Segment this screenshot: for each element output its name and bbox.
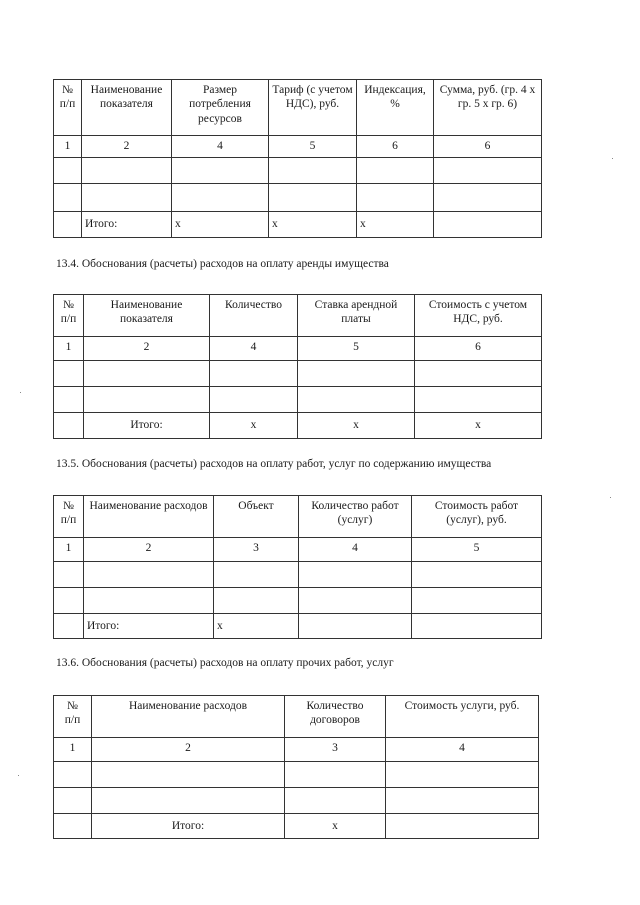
table-cell: [415, 387, 542, 413]
table-row: [54, 788, 539, 814]
column-number: 4: [210, 337, 298, 361]
table-cell: [84, 387, 210, 413]
column-header: Сумма, руб. (гр. 4 х гр. 5 х гр. 6): [434, 80, 542, 136]
scan-speck: [612, 158, 613, 159]
table-cell: [298, 387, 415, 413]
table-cell: [54, 762, 92, 788]
table-cell: [84, 588, 214, 614]
total-cell: x: [172, 212, 269, 238]
total-cell: [386, 814, 539, 839]
table-cell: [357, 184, 434, 212]
table-cell: [172, 184, 269, 212]
table-cell: [54, 184, 82, 212]
total-cell: x: [210, 413, 298, 439]
column-number: 4: [386, 738, 539, 762]
column-number: 5: [298, 337, 415, 361]
column-header: Стоимость с учетом НДС, руб.: [415, 295, 542, 337]
table-cell: [269, 184, 357, 212]
section-title-13-4: 13.4. Обоснования (расчеты) расходов на оплату аренды имущества: [56, 258, 389, 270]
table-cell: [412, 588, 542, 614]
table-cell: [299, 588, 412, 614]
table-cell: [82, 158, 172, 184]
column-number-row: [54, 538, 542, 562]
total-cell: [54, 212, 82, 238]
column-number: 4: [172, 136, 269, 158]
column-header: № п/п: [54, 696, 92, 738]
table-cell: [214, 562, 299, 588]
column-header: Наименование расходов: [84, 496, 214, 538]
total-cell: [434, 212, 542, 238]
total-cell: x: [415, 413, 542, 439]
section-title-13-5: 13.5. Обоснования (расчеты) расходов на оплату работ, услуг по содержанию имущества: [56, 458, 492, 470]
table-cell: [386, 762, 539, 788]
column-number: 6: [415, 337, 542, 361]
table-cell: [54, 361, 84, 387]
table-cell: [54, 562, 84, 588]
table-row: [54, 158, 542, 184]
column-number: 1: [54, 538, 84, 562]
table-cell: [298, 361, 415, 387]
table-cell: [214, 588, 299, 614]
table-row: [54, 588, 542, 614]
column-header: Количество договоров: [285, 696, 386, 738]
table-cell: [412, 562, 542, 588]
table-cell: [415, 361, 542, 387]
column-header: Размер потребления ресурсов: [172, 80, 269, 136]
column-number: 6: [357, 136, 434, 158]
column-number: 2: [84, 337, 210, 361]
table-utilities: [53, 79, 542, 238]
column-header: Индексация, %: [357, 80, 434, 136]
total-label: Итого:: [92, 814, 285, 839]
column-number: 6: [434, 136, 542, 158]
column-header: № п/п: [54, 496, 84, 538]
column-number: 1: [54, 136, 82, 158]
table-header-row: [54, 496, 542, 538]
total-cell: [54, 814, 92, 839]
column-header: Количество работ (услуг): [299, 496, 412, 538]
table-maintenance: [53, 495, 542, 639]
table-cell: [210, 361, 298, 387]
column-number-row: [54, 337, 542, 361]
column-header: № п/п: [54, 80, 82, 136]
table-header-row: [54, 696, 539, 738]
table-other-services: [53, 695, 539, 839]
total-cell: x: [269, 212, 357, 238]
table-cell: [285, 762, 386, 788]
total-row: [54, 614, 542, 639]
total-cell: [299, 614, 412, 639]
table-row: [54, 184, 542, 212]
total-cell: [54, 413, 84, 439]
scan-speck: [20, 392, 21, 393]
table-cell: [434, 184, 542, 212]
total-cell: x: [214, 614, 299, 639]
scan-speck: [18, 775, 19, 776]
table-cell: [84, 361, 210, 387]
table-cell: [299, 562, 412, 588]
table-cell: [269, 158, 357, 184]
column-number: 2: [84, 538, 214, 562]
column-header: Стоимость работ (услуг), руб.: [412, 496, 542, 538]
table-header-row: [54, 80, 542, 136]
table-cell: [84, 562, 214, 588]
table-rent: [53, 294, 542, 439]
table-cell: [54, 158, 82, 184]
table-row: [54, 361, 542, 387]
total-cell: x: [298, 413, 415, 439]
column-number-row: [54, 136, 542, 158]
column-header: Наименование расходов: [92, 696, 285, 738]
column-header: № п/п: [54, 295, 84, 337]
table-row: [54, 762, 539, 788]
table-cell: [92, 788, 285, 814]
column-number: 3: [285, 738, 386, 762]
table-cell: [82, 184, 172, 212]
table-cell: [386, 788, 539, 814]
column-header: Стоимость услуги, руб.: [386, 696, 539, 738]
table-cell: [210, 387, 298, 413]
column-number: 5: [412, 538, 542, 562]
table-cell: [54, 588, 84, 614]
column-header: Количество: [210, 295, 298, 337]
table-row: [54, 387, 542, 413]
column-number: 3: [214, 538, 299, 562]
column-header: Тариф (с учетом НДС), руб.: [269, 80, 357, 136]
total-row: [54, 413, 542, 439]
column-number: 2: [92, 738, 285, 762]
table-cell: [285, 788, 386, 814]
column-header: Объект: [214, 496, 299, 538]
table-row: [54, 562, 542, 588]
column-header: Наименование показателя: [82, 80, 172, 136]
total-row: [54, 212, 542, 238]
table-header-row: [54, 295, 542, 337]
column-number: 1: [54, 337, 84, 361]
total-cell: [54, 614, 84, 639]
total-row: [54, 814, 539, 839]
table-cell: [92, 762, 285, 788]
total-cell: x: [285, 814, 386, 839]
table-cell: [172, 158, 269, 184]
column-number: 2: [82, 136, 172, 158]
section-title-13-6: 13.6. Обоснования (расчеты) расходов на оплату прочих работ, услуг: [56, 657, 394, 669]
table-cell: [54, 387, 84, 413]
table-cell: [54, 788, 92, 814]
total-label: Итого:: [82, 212, 172, 238]
total-label: Итого:: [84, 413, 210, 439]
column-number: 4: [299, 538, 412, 562]
column-number: 1: [54, 738, 92, 762]
column-number-row: [54, 738, 539, 762]
column-header: Ставка арендной платы: [298, 295, 415, 337]
total-label: Итого:: [84, 614, 214, 639]
total-cell: x: [357, 212, 434, 238]
total-cell: [412, 614, 542, 639]
scan-speck: [610, 497, 611, 498]
table-cell: [434, 158, 542, 184]
column-header: Наименование показателя: [84, 295, 210, 337]
table-cell: [357, 158, 434, 184]
column-number: 5: [269, 136, 357, 158]
